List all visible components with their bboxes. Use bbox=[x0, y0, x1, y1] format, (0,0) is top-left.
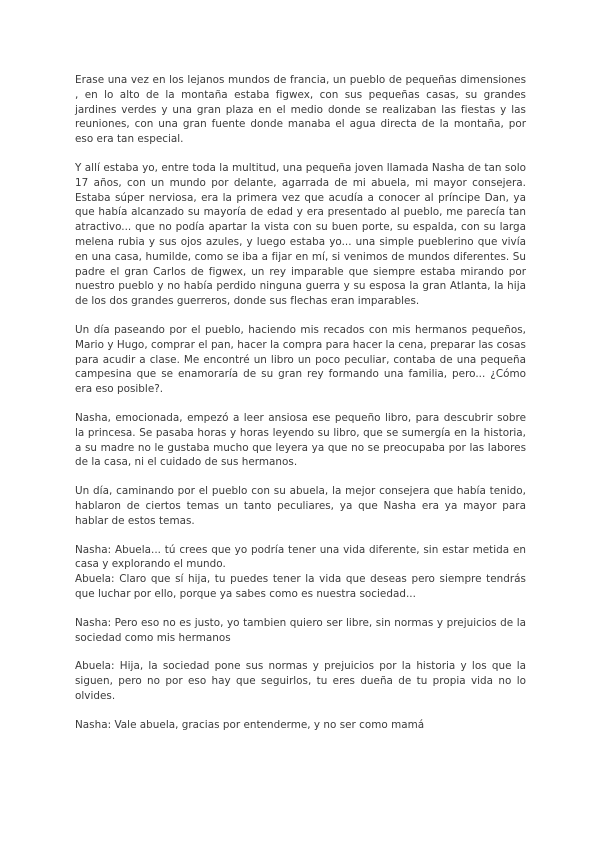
paragraph-intro: Erase una vez en los lejanos mundos de francia, un pueblo de pequeñas dimensiones , en lo alto de la montaña estaba figwex, con sus pequeñas casas, su grandes jardines verdes y una gran plaza en el medio donde se realizaban las fiestas y las reuniones, con una gran fuente donde manaba el agua directa de la montaña, por eso era tan especial. bbox=[75, 74, 526, 146]
dialogue-line: Nasha: Abuela... tú crees que yo podría tener una vida diferente, sin estar metida en casa y explorando el mundo. bbox=[75, 543, 526, 571]
story-text bbox=[75, 73, 526, 746]
dialogue-line: Nasha: Pero eso no es justo, yo tambien quiero ser libre, sin normas y prejuicios de la sociedad como mis hermanos bbox=[75, 616, 526, 644]
dialogue-line: Abuela: Claro que sí hija, tu puedes tener la vida que deseas pero siempre tendrás que luchar por ello, porque ya sabes como es nuestra sociedad... bbox=[75, 573, 526, 600]
dialogue-line: Abuela: Hija, la sociedad pone sus normas y prejuicios por la historia y los que la siguen, pero no por eso hay que seguirlos, tu eres dueña de tu propia vida no lo olvides. bbox=[75, 660, 526, 702]
paragraph-walk-grandmother: Un día, caminando por el pueblo con su abuela, la mejor consejera que había tenido, hablaron de ciertos temas un tanto peculiares, ya que Nasha era ya mayor para hablar de estos temas. bbox=[75, 485, 526, 527]
paragraph-reading: Nasha, emocionada, empezó a leer ansiosa ese pequeño libro, para descubrir sobre la princesa. Se pasaba horas y horas leyendo su libro, que se sumergía en la historia, a su madre no le gustaba mucho que leyera ya que no se preocupaba por las labores de la casa, ni el cuidado de sus hermanos. bbox=[75, 411, 526, 469]
dialogue-line: Nasha: Vale abuela, gracias por entenderme, y no ser como mamá bbox=[75, 718, 425, 731]
paragraph-nasha-prince: Y allí estaba yo, entre toda la multitud, una pequeña joven llamada Nasha de tan solo 17 años, con un mundo por delante, agarrada de mi abuela, mi mayor consejera. Estaba súper nerviosa, era la primera vez que acudía a conocer al príncipe Dan, ya que había alcanzado su mayoría de edad y era presentado al pueblo, me parecía tan atractivo... que no podía apartar la vista con su buen porte, su espalda, con su larga melena rubia y sus ojos azules, y luego estaba yo... una simple pueblerino que vivía en una casa, humilde, como se iba a fijar en mí, si venimos de mundos diferentes. Su padre el gran Carlos de figwex, un rey imparable que siempre estaba mirando por nuestro pueblo y no había perdido ninguna guerra y su esposa la gran Atlanta, la hija de los dos grandes guerreros, donde sus flechas eran imparables. bbox=[75, 161, 526, 308]
paragraph-book-found: Un día paseando por el pueblo, haciendo mis recados con mis hermanos pequeños, Mario y Hugo, comprar el pan, hacer la compra para hacer la cena, preparar las cosas para acudir a clase. Me encontré un libro un poco peculiar, contaba de una pequeña campesina que se enamoraría de su gran rey formando una familia, pero... ¿Cómo era eso posible?. bbox=[75, 323, 526, 396]
